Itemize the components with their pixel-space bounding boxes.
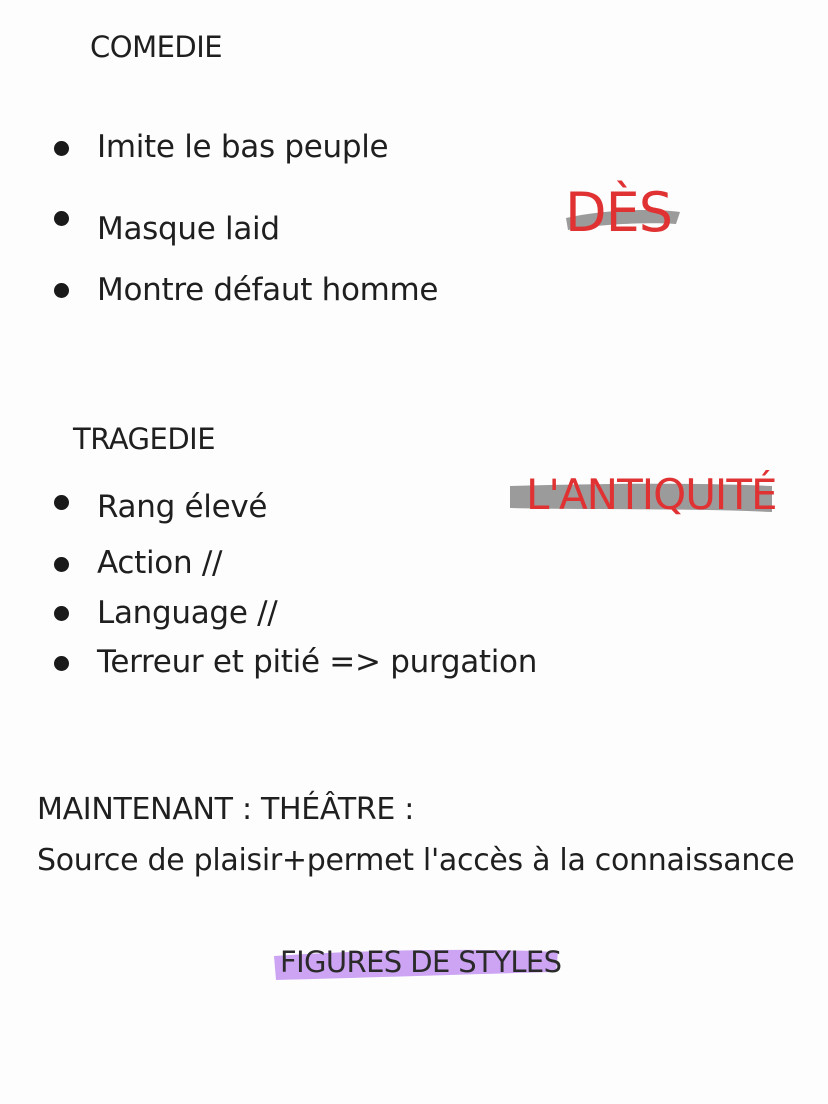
tragedie-item-3: Language // <box>97 595 278 631</box>
comedie-heading: COMEDIE <box>90 30 223 64</box>
comedie-item-3: Montre défaut homme <box>97 272 439 308</box>
antiquite-annotation <box>506 470 777 519</box>
tragedie-item-2: Action // <box>97 545 223 581</box>
bullet-dot <box>54 606 69 621</box>
bullet-dot <box>54 557 69 572</box>
bullet-dot <box>54 656 69 671</box>
tragedie-item-1: Rang élevé <box>97 489 268 525</box>
maintenant-description: Source de plaisir+permet l'accès à la connaissance <box>37 843 795 878</box>
des-text: DÈS <box>565 181 672 244</box>
figures-de-styles-label <box>270 942 562 979</box>
maintenant-heading: MAINTENANT : THÉÂTRE : <box>37 792 415 827</box>
des-annotation <box>560 181 672 244</box>
tragedie-item-4: Terreur et pitié => purgation <box>97 644 538 680</box>
antiquite-text: L'ANTIQUITÉ <box>526 470 777 519</box>
tragedie-heading: TRAGEDIE <box>73 422 216 456</box>
bullet-dot <box>54 211 69 226</box>
figures-text: FIGURES DE STYLES <box>280 945 562 979</box>
bullet-dot <box>54 141 69 156</box>
bullet-dot <box>54 495 69 510</box>
bullet-dot <box>54 283 69 298</box>
comedie-item-2: Masque laid <box>97 211 280 247</box>
comedie-item-1: Imite le bas peuple <box>97 129 389 165</box>
